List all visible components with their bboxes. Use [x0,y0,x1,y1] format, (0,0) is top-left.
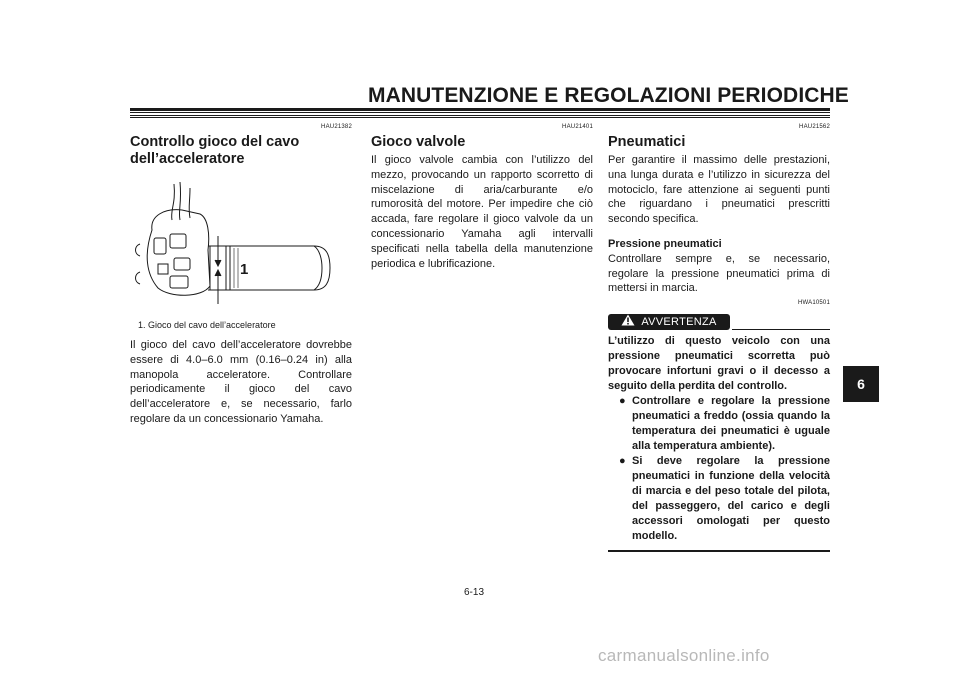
section-code: HAU21562 [799,124,830,130]
warning-code: HWA10501 [797,300,830,307]
header-rule [130,112,830,113]
section-code: HAU21401 [562,124,593,130]
column-valves [371,124,593,271]
chapter-tab: 6 [843,366,879,402]
section-body: Il gioco valvole cambia con l’utilizzo del mezzo, provocando un rapporto scorretto di miscelazione di aria/carburante e/o rumorosità del motore. Per impedire che ciò accada, fare regolare il gioco valvole da un concessionario Yamaha agli intervalli specificati nella tabella della manutenzione periodica e lubrificazione. [371,154,593,270]
column-throttle [130,124,352,427]
header-rule [130,115,830,116]
bullet-icon: ● [619,455,626,468]
page-number: 6-13 [464,587,485,598]
figure-callout-number: 1 [240,261,249,278]
subsection-title: Pressione pneumatici [608,237,722,250]
warning-triangle-icon [621,314,635,331]
section-title: Gioco valvole [371,134,466,150]
page-header-title: MANUTENZIONE E REGOLAZIONI PERIODICHE [368,84,849,107]
subsection-body: Controllare sempre e, se necessario, regolare la pressione pneumatici prima di mettersi in marcia. [608,252,830,295]
warning-label: AVVERTENZA [641,316,717,329]
section-body: Per garantire il massimo delle prestazioni, una lunga durata e l’utilizzo in sicurezza del motociclo, fare attenzione ai seguenti punti che riguardano i pneumatici prescritti secondo specifica. [608,154,830,226]
section-code: HAU21382 [321,124,352,130]
warning-text: L’utilizzo di questo veicolo con una pressione pneumatici scorretta può provocare infortuni gravi o il decesso a seguito della perdita del controllo. [608,335,830,393]
warning-badge [608,314,730,330]
warning-bullet-item [608,394,830,454]
warning-bullet-item [608,454,830,544]
warning-header [608,312,830,334]
throttle-grip-illustration [130,174,352,314]
section-title: Controllo gioco del cavo dell’acceleratore [130,134,300,167]
warning-bullet-list [608,394,830,544]
section-body: Il gioco del cavo dell’acceleratore dovrebbe essere di 4.0–6.0 mm (0.16–0.24 in) alla manopola acceleratore. Controllare periodicamente il gioco del cavo dell’acceleratore e, se necessario, farlo regolare da un concessionario Yamaha. [130,339,352,425]
handlebar-switch-drawing [130,174,352,314]
figure-caption: 1. Gioco del cavo dell’acceleratore [138,320,276,330]
header-rule [130,117,830,118]
warning-end-rule [608,550,830,552]
warning-rule [732,329,830,330]
bullet-icon: ● [619,395,626,408]
header-rule [130,108,830,111]
column-tires [608,124,830,552]
watermark-text: carmanualsonline.info [598,646,770,665]
section-title: Pneumatici [608,134,686,150]
warning-bullet-text: Controllare e regolare la pressione pneumatici a freddo (ossia quando la temperatura dei pneumatici è uguale alla temperatura ambiente). [632,395,830,453]
warning-bullet-text: Si deve regolare la pressione pneumatici in funzione della velocità di marcia e del peso totale del pilota, del passeggero, del carico e degli accessori omologati per questo modello. [632,455,830,543]
